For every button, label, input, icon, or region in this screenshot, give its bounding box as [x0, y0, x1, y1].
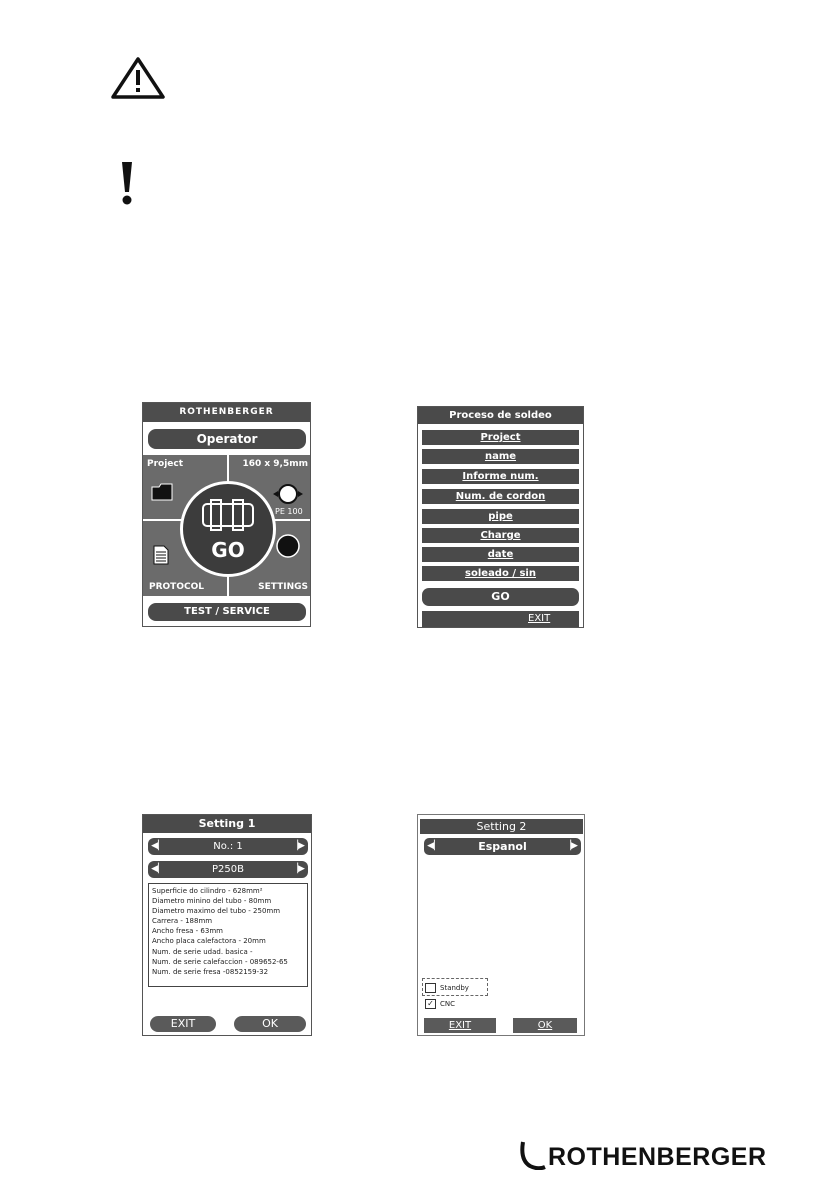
- project-label: Project: [147, 459, 184, 469]
- footer-brand-text: ROTHENBERGER: [548, 1143, 767, 1171]
- brand-logo: ROTHENBERGER: [143, 403, 310, 422]
- setting-2-screen: [417, 814, 585, 1036]
- info-line: Ancho fresa - 63mm: [152, 927, 223, 936]
- exit-button[interactable]: EXIT: [150, 1016, 216, 1032]
- arrow-right-icon[interactable]: ▕▶: [291, 864, 305, 874]
- cnc-checkbox[interactable]: [425, 999, 455, 1009]
- ok-button[interactable]: OK: [234, 1016, 306, 1032]
- language-selector[interactable]: [424, 838, 581, 855]
- welding-process-screen: [417, 406, 584, 628]
- field-project[interactable]: Project: [422, 430, 579, 445]
- exit-bar: [422, 611, 579, 627]
- machine-type-selector[interactable]: [148, 861, 308, 878]
- info-line: Num. de serie fresa -0852159-32: [152, 967, 269, 976]
- folder-icon: [151, 483, 173, 501]
- operator-screen: [142, 402, 311, 627]
- arrow-right-icon[interactable]: ▕▶: [291, 841, 305, 851]
- arrow-left-icon[interactable]: ◀▏: [151, 864, 165, 874]
- exit-button[interactable]: EXIT: [528, 613, 551, 624]
- info-line: Diametro minino del tubo - 80mm: [152, 897, 272, 906]
- field-charge[interactable]: Charge: [422, 528, 579, 543]
- machine-info-box: [148, 883, 308, 987]
- attention-exclamation-icon: [118, 160, 136, 206]
- settings-label: SETTINGS: [258, 582, 308, 592]
- info-line: Carrera - 188mm: [152, 917, 213, 926]
- warning-triangle-icon: [110, 56, 166, 100]
- pipe-cross-section-icon: [273, 483, 303, 505]
- machine-type-value: P250B: [212, 864, 244, 875]
- exit-button[interactable]: EXIT: [424, 1018, 496, 1033]
- arrow-right-icon[interactable]: ▕▶: [564, 841, 578, 851]
- pipe-size-label: 160 x 9,5mm: [242, 459, 308, 469]
- go-button[interactable]: GO: [422, 588, 579, 606]
- field-name[interactable]: name: [422, 449, 579, 464]
- field-date[interactable]: date: [422, 547, 579, 562]
- info-line: Ancho placa calefactora - 20mm: [152, 937, 266, 946]
- screen-title: Setting 2: [420, 819, 583, 834]
- welding-machine-icon: [199, 498, 257, 532]
- checkbox-empty-icon[interactable]: [425, 983, 436, 993]
- standby-checkbox[interactable]: [425, 983, 469, 993]
- machine-number-selector[interactable]: [148, 838, 308, 855]
- info-line: Superficie do cilindro - 628mm²: [152, 887, 263, 895]
- gear-icon: [275, 533, 301, 559]
- field-report-number[interactable]: Informe num.: [422, 469, 579, 484]
- arrow-left-icon[interactable]: ◀▏: [151, 841, 165, 851]
- info-line: Num. de serie calefaccion - 089652-65: [152, 957, 288, 966]
- field-pipe[interactable]: pipe: [422, 509, 579, 524]
- standby-label: Standby: [440, 984, 469, 992]
- setting-1-screen: [142, 814, 312, 1036]
- machine-number-value: No.: 1: [213, 841, 243, 852]
- go-circle-button[interactable]: [180, 481, 276, 577]
- arrow-left-icon[interactable]: ◀▏: [427, 841, 441, 851]
- document-icon: [153, 545, 169, 565]
- checkbox-checked-icon[interactable]: ✓: [425, 999, 436, 1009]
- screen-title: Proceso de soldeo: [418, 407, 583, 424]
- cnc-label: CNC: [440, 1000, 456, 1008]
- footer-brand-logo: [520, 1140, 767, 1172]
- material-label: PE 100: [275, 507, 303, 516]
- info-line: Diametro maximo del tubo - 250mm: [152, 907, 281, 916]
- screen-title: Setting 1: [143, 815, 311, 833]
- test-service-button[interactable]: TEST / SERVICE: [148, 603, 306, 621]
- info-line: Num. de serie udad. basica -: [152, 947, 253, 956]
- go-label: GO: [211, 538, 245, 562]
- brand-swoosh-icon: [520, 1140, 546, 1170]
- protocol-label: PROTOCOL: [149, 582, 204, 592]
- operator-button[interactable]: Operator: [148, 429, 306, 449]
- field-bead-number[interactable]: Num. de cordon: [422, 489, 579, 504]
- ok-button[interactable]: OK: [513, 1018, 577, 1033]
- language-value: Espanol: [478, 840, 527, 853]
- field-weather[interactable]: soleado / sin: [422, 566, 579, 581]
